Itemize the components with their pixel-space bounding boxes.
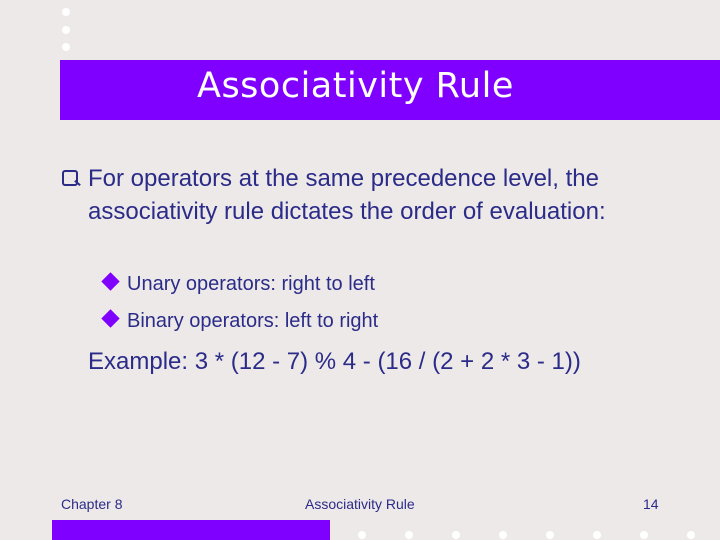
footer-topic: Associativity Rule xyxy=(305,496,415,512)
sub-bullet-text: Unary operators: right to left xyxy=(127,273,375,295)
footer-chapter: Chapter 8 xyxy=(61,496,123,512)
diamond-bullet-icon xyxy=(101,272,119,290)
decorative-dot xyxy=(452,531,460,539)
decorative-dot xyxy=(405,531,413,539)
decorative-dot xyxy=(593,531,601,539)
q-checkbox-bullet-icon xyxy=(62,170,78,186)
decorative-dot xyxy=(546,531,554,539)
decorative-dot xyxy=(62,43,70,51)
decorative-dot xyxy=(62,8,70,16)
sub-bullet-text: Binary operators: left to right xyxy=(127,310,379,332)
diamond-bullet-icon xyxy=(101,309,119,327)
decorative-dot xyxy=(62,26,70,34)
example-expression: Example: 3 * (12 - 7) % 4 - (16 / (2 + 2 * 3 - 1)) xyxy=(88,348,581,375)
sub-bullet-item xyxy=(102,273,375,296)
decorative-dot xyxy=(499,531,507,539)
sub-bullet-item xyxy=(102,310,378,333)
footer-page-number: 14 xyxy=(643,496,659,512)
main-bullet-text: For operators at the same precedence level, the associativity rule dictates the order of evaluation: xyxy=(88,165,606,225)
decorative-dot xyxy=(640,531,648,539)
decorative-dot xyxy=(687,531,695,539)
footer-accent-bar xyxy=(52,520,330,540)
slide-title: Associativity Rule xyxy=(197,66,514,106)
decorative-dot xyxy=(358,531,366,539)
